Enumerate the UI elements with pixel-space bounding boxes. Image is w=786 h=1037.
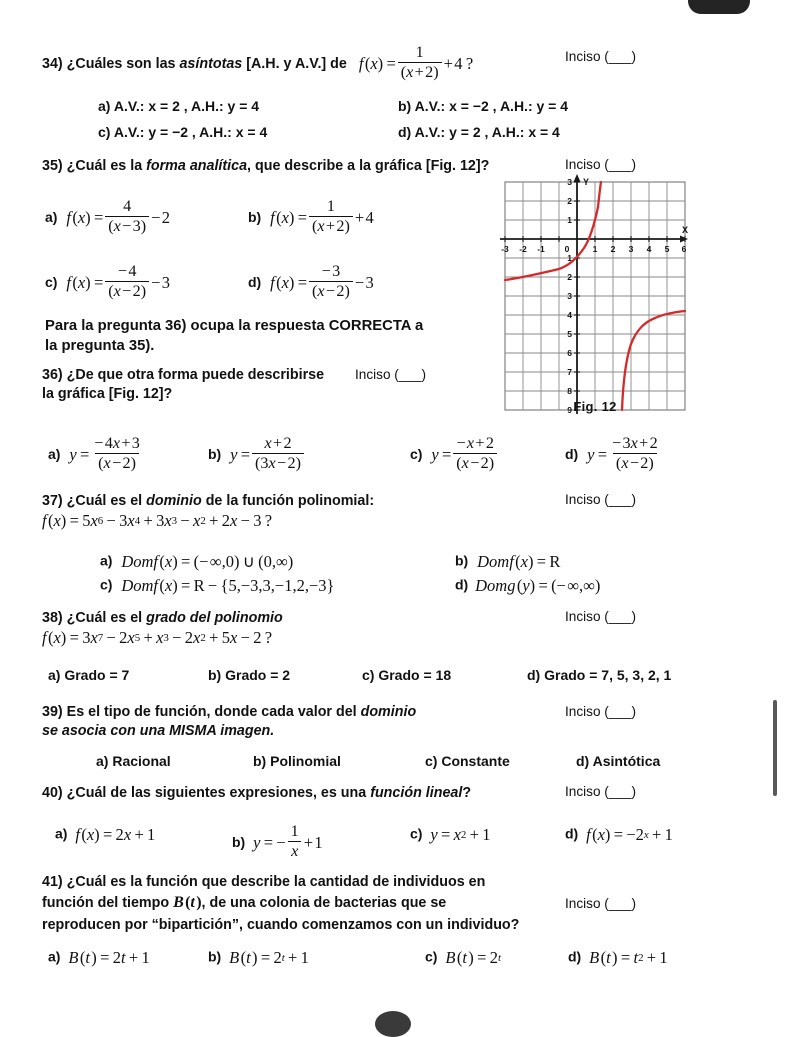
question-35-option-c[interactable] — [45, 265, 170, 302]
question-39-option-d[interactable] — [576, 753, 660, 769]
question-41-text-2b: , de una colonia de bacterias que se — [201, 895, 447, 911]
question-34-option-b[interactable] — [398, 98, 568, 114]
question-37-text-after: de la función polinomial: — [201, 493, 375, 509]
option-key: c) — [425, 753, 438, 769]
question-36-number: 36) — [42, 367, 63, 383]
question-36-line2: la gráfica [Fig. 12]? — [42, 386, 173, 402]
option-text: A.V.: y = −2 , A.H.: x = 4 — [113, 124, 268, 140]
svg-text:5: 5 — [664, 244, 670, 254]
svg-text:-3: -3 — [501, 244, 509, 254]
option-math: y = $\frac{x + 2}{(3x - 2)}$ — [230, 437, 306, 474]
question-39-text: Es el tipo de función, donde cada valor del — [66, 704, 361, 720]
question-41-line1 — [42, 873, 485, 891]
question-34-inciso[interactable]: Inciso (___) — [565, 49, 637, 64]
figure-12-graph — [500, 174, 690, 417]
option-math: f ( x ) = 2 x + 1 — [75, 825, 156, 844]
option-key: c) — [45, 274, 58, 291]
option-math: Domf ( x ) = R — [477, 552, 561, 571]
svg-text:-1: -1 — [537, 244, 545, 254]
question-35-text-before: ¿Cuál es la — [66, 158, 147, 174]
option-key: b) — [232, 834, 246, 851]
option-math: Domf ( x ) = R − {5,−3,3,−1,2,−3} — [121, 576, 335, 595]
svg-text:5: 5 — [567, 329, 572, 339]
option-math: y = x 2 + 1 — [430, 825, 491, 844]
question-40-text-after: ? — [462, 785, 472, 801]
svg-text:X: X — [681, 225, 688, 235]
option-key: d) — [576, 753, 590, 769]
question-36-note-line2: la pregunta 35). — [45, 338, 155, 354]
question-38-option-a[interactable] — [48, 667, 129, 683]
svg-text:Y: Y — [583, 177, 590, 187]
svg-text:1: 1 — [567, 215, 572, 225]
option-key: a) — [98, 98, 111, 114]
option-text: Grado = 7 — [64, 667, 130, 683]
svg-text:2: 2 — [567, 272, 572, 282]
svg-text:-2: -2 — [519, 244, 527, 254]
question-41-option-c[interactable] — [425, 948, 501, 968]
question-38-option-b[interactable] — [208, 667, 290, 683]
question-39-line2 — [42, 722, 274, 740]
svg-text:2: 2 — [567, 196, 572, 206]
question-37-option-a[interactable] — [100, 552, 293, 572]
option-key: d) — [565, 825, 579, 842]
question-38-inciso[interactable]: Inciso (___) — [565, 609, 637, 624]
question-38-formula: f ( x ) = 3 x 7 − 2 x 5 + x 3 − 2 x 2 + 5 x − 2 ? — [42, 628, 273, 648]
svg-text:8: 8 — [567, 386, 572, 396]
svg-text:3: 3 — [567, 291, 572, 301]
question-37-text-before: ¿Cuál es el — [66, 493, 147, 509]
svg-text:2: 2 — [610, 244, 616, 254]
question-35-number: 35) — [42, 158, 63, 174]
camera-notch-icon — [688, 0, 750, 14]
option-key: d) — [398, 124, 412, 140]
option-math: f ( x ) = $\frac{- 3}{(x - 2)}$ − 3 — [270, 263, 374, 300]
question-41-option-a[interactable] — [48, 948, 150, 968]
question-36-text: ¿De que otra forma puede describirse — [66, 367, 325, 383]
question-39-line1 — [42, 703, 416, 721]
option-text: A.V.: y = 2 , A.H.: x = 4 — [414, 124, 560, 140]
option-key: a) — [45, 209, 58, 226]
question-41-number: 41) — [42, 874, 63, 890]
question-39-inciso[interactable]: Inciso (___) — [565, 704, 637, 719]
question-38-number: 38) — [42, 610, 63, 626]
question-40-option-b[interactable] — [232, 825, 323, 862]
question-40-number: 40) — [42, 785, 63, 801]
question-37-option-c[interactable] — [100, 576, 334, 596]
svg-text:1: 1 — [567, 253, 572, 263]
question-39-emphasis-2: imagen — [220, 723, 271, 739]
option-math: B ( t ) = t 2 + 1 — [589, 948, 668, 967]
question-41-text-2a: función del tiempo — [42, 895, 174, 911]
svg-text:7: 7 — [567, 367, 572, 377]
option-key: a) — [48, 446, 61, 463]
question-41-text-1: ¿Cuál es la función que describe la cantidad de individuos en — [66, 874, 486, 890]
question-39-text-3: . — [270, 723, 275, 739]
option-text: Asintótica — [592, 753, 661, 769]
option-key: d) — [527, 667, 541, 683]
question-37-formula: f ( x ) = 5 x 6 − 3 x 4 + 3 x 3 − x 2 + 2 x − 3 ? — [42, 511, 273, 531]
question-41-option-d[interactable] — [568, 948, 668, 968]
svg-text:3: 3 — [628, 244, 634, 254]
question-35-option-b[interactable] — [248, 200, 374, 237]
question-34-stem: 34) ¿Cuáles son las asíntotas [A.H. y A.V.] de f ( x ) = $\frac{1}{(x + 2)}$ + 4 ? — [42, 44, 474, 81]
question-38-emphasis: grado del polinomio — [146, 610, 283, 626]
figure-12-caption: Fig. 12 — [573, 399, 617, 414]
question-37-number: 37) — [42, 493, 63, 509]
option-key: c) — [410, 825, 423, 842]
svg-text:3: 3 — [567, 177, 572, 187]
question-37-inciso[interactable]: Inciso (___) — [565, 492, 637, 507]
option-text: Grado = 2 — [225, 667, 291, 683]
question-39-number: 39) — [42, 704, 63, 720]
question-36-line1 — [42, 366, 324, 384]
question-36-option-a[interactable] — [48, 437, 145, 474]
question-38-option-c[interactable] — [362, 667, 451, 683]
question-37-option-b[interactable] — [455, 552, 560, 572]
option-key: c) — [98, 124, 111, 140]
option-key: b) — [208, 667, 222, 683]
question-36-inciso[interactable]: Inciso (___) — [355, 367, 427, 382]
question-35-text-after: , que describe a la gráfica [Fig. 12]? — [247, 158, 490, 174]
question-38-stem — [42, 609, 283, 627]
question-39-text-2: se asocia con una MISMA — [42, 723, 221, 739]
option-key: a) — [48, 667, 61, 683]
option-key: a) — [55, 825, 68, 842]
question-40-text-before: ¿Cuál de las siguientes expresiones, es una — [66, 785, 371, 801]
question-35-inciso[interactable]: Inciso (___) — [565, 157, 637, 172]
question-40-option-d[interactable] — [565, 825, 673, 845]
option-text: Constante — [441, 753, 510, 769]
question-41-math: B ( t ) — [173, 894, 202, 912]
option-math: y = $\frac{- x + 2}{(x - 2)}$ — [431, 437, 499, 474]
question-35-option-d[interactable] — [248, 265, 374, 302]
option-text: A.V.: x = 2 , A.H.: y = 4 — [113, 98, 260, 114]
svg-text:6: 6 — [567, 348, 572, 358]
question-36-option-d[interactable] — [565, 437, 663, 474]
question-36-note-line1: Para la pregunta 36) ocupa la respuesta CORRECTA a — [45, 318, 424, 334]
option-math: B ( t ) = 2 t + 1 — [68, 948, 150, 967]
vertical-scrollbar[interactable] — [773, 700, 777, 796]
svg-text:4: 4 — [567, 310, 572, 320]
option-math: f ( x ) = $\frac{- 4}{(x - 2)}$ − 3 — [66, 263, 171, 300]
question-40-emphasis: función lineal — [370, 785, 463, 801]
question-39-option-a[interactable] — [96, 753, 171, 769]
question-41-option-b[interactable] — [208, 948, 309, 968]
home-indicator-icon — [375, 1011, 411, 1037]
option-math: y = $\frac{- 3x + 2}{(x - 2)}$ — [587, 435, 658, 472]
option-key: c) — [362, 667, 375, 683]
question-38-text-before: ¿Cuál es el — [66, 610, 147, 626]
option-key: b) — [208, 446, 222, 463]
option-key: b) — [455, 552, 469, 569]
option-key: c) — [410, 446, 423, 463]
option-key: a) — [48, 948, 61, 965]
question-34-text-before: ¿Cuáles son las — [66, 56, 180, 73]
question-40-inciso[interactable]: Inciso (___) — [565, 784, 637, 799]
question-35-stem — [42, 157, 489, 175]
option-math: y = $\frac{- 4x + 3}{(x - 2)}$ — [69, 435, 140, 472]
option-key: d) — [248, 274, 262, 291]
question-37-emphasis: dominio — [146, 493, 202, 509]
question-39-option-c[interactable] — [425, 753, 510, 769]
option-key: b) — [208, 948, 222, 965]
option-key: b) — [398, 98, 412, 114]
question-34-text-after: [A.H. y A.V.] de — [242, 56, 347, 73]
svg-text:1: 1 — [592, 244, 598, 254]
question-40-option-a[interactable] — [55, 825, 155, 845]
option-math: y = − $\frac{1}{x}$ + 1 — [253, 823, 323, 860]
option-text: Polinomial — [270, 753, 341, 769]
question-41-inciso[interactable]: Inciso (___) — [565, 896, 637, 911]
question-35-emphasis: forma analítica — [146, 158, 248, 174]
question-37-stem — [42, 492, 374, 510]
svg-text:4: 4 — [646, 244, 652, 254]
question-34-option-d[interactable] — [398, 124, 560, 140]
option-math: f ( x ) = $\frac{4}{(x - 3)}$ − 2 — [66, 198, 171, 235]
question-36-option-c[interactable] — [410, 437, 499, 474]
option-text: A.V.: x = −2 , A.H.: y = 4 — [414, 98, 569, 114]
option-text: Racional — [112, 753, 171, 769]
option-key: b) — [248, 209, 262, 226]
option-key: a) — [96, 753, 109, 769]
option-key: d) — [568, 948, 582, 965]
option-key: b) — [253, 753, 267, 769]
option-math: f ( x ) = $\frac{1}{(x + 2)}$ + 4 — [270, 198, 374, 235]
option-key: c) — [100, 576, 113, 593]
question-35-option-a[interactable] — [45, 200, 170, 237]
option-key: c) — [425, 948, 438, 965]
question-40-option-c[interactable] — [410, 825, 491, 845]
option-text: Grado = 18 — [378, 667, 452, 683]
question-38-option-d[interactable] — [527, 667, 671, 683]
option-math: Domf ( x ) = (− ∞,0) ∪ (0,∞) — [121, 552, 294, 571]
svg-text:0: 0 — [564, 244, 570, 254]
question-41-line3: reproducen por “bipartición”, cuando comenzamos con un individuo? — [42, 917, 520, 933]
option-key: d) — [455, 576, 469, 593]
option-key: d) — [565, 446, 579, 463]
question-41-line2 — [42, 894, 446, 912]
option-math: B ( t ) = 2 t + 1 — [229, 948, 309, 967]
question-39-emphasis-1: dominio — [360, 704, 417, 720]
question-34-option-a[interactable] — [98, 98, 259, 114]
question-34-emphasis: asíntotas — [179, 56, 243, 73]
question-34-number: 34) — [42, 56, 63, 73]
question-37-option-d[interactable] — [455, 576, 600, 596]
question-39-option-b[interactable] — [253, 753, 341, 769]
question-36-option-b[interactable] — [208, 437, 306, 474]
option-math: f ( x ) = −2 x + 1 — [586, 825, 673, 844]
question-40-stem — [42, 784, 471, 802]
option-math: B ( t ) = 2 t — [445, 948, 501, 967]
option-text: Grado = 7, 5, 3, 2, 1 — [544, 667, 672, 683]
svg-text:6: 6 — [681, 244, 687, 254]
svg-text:9: 9 — [567, 405, 572, 415]
question-34-option-c[interactable] — [98, 124, 267, 140]
option-key: a) — [100, 552, 113, 569]
option-math: Domg ( y ) = (− ∞,∞) — [475, 576, 601, 595]
